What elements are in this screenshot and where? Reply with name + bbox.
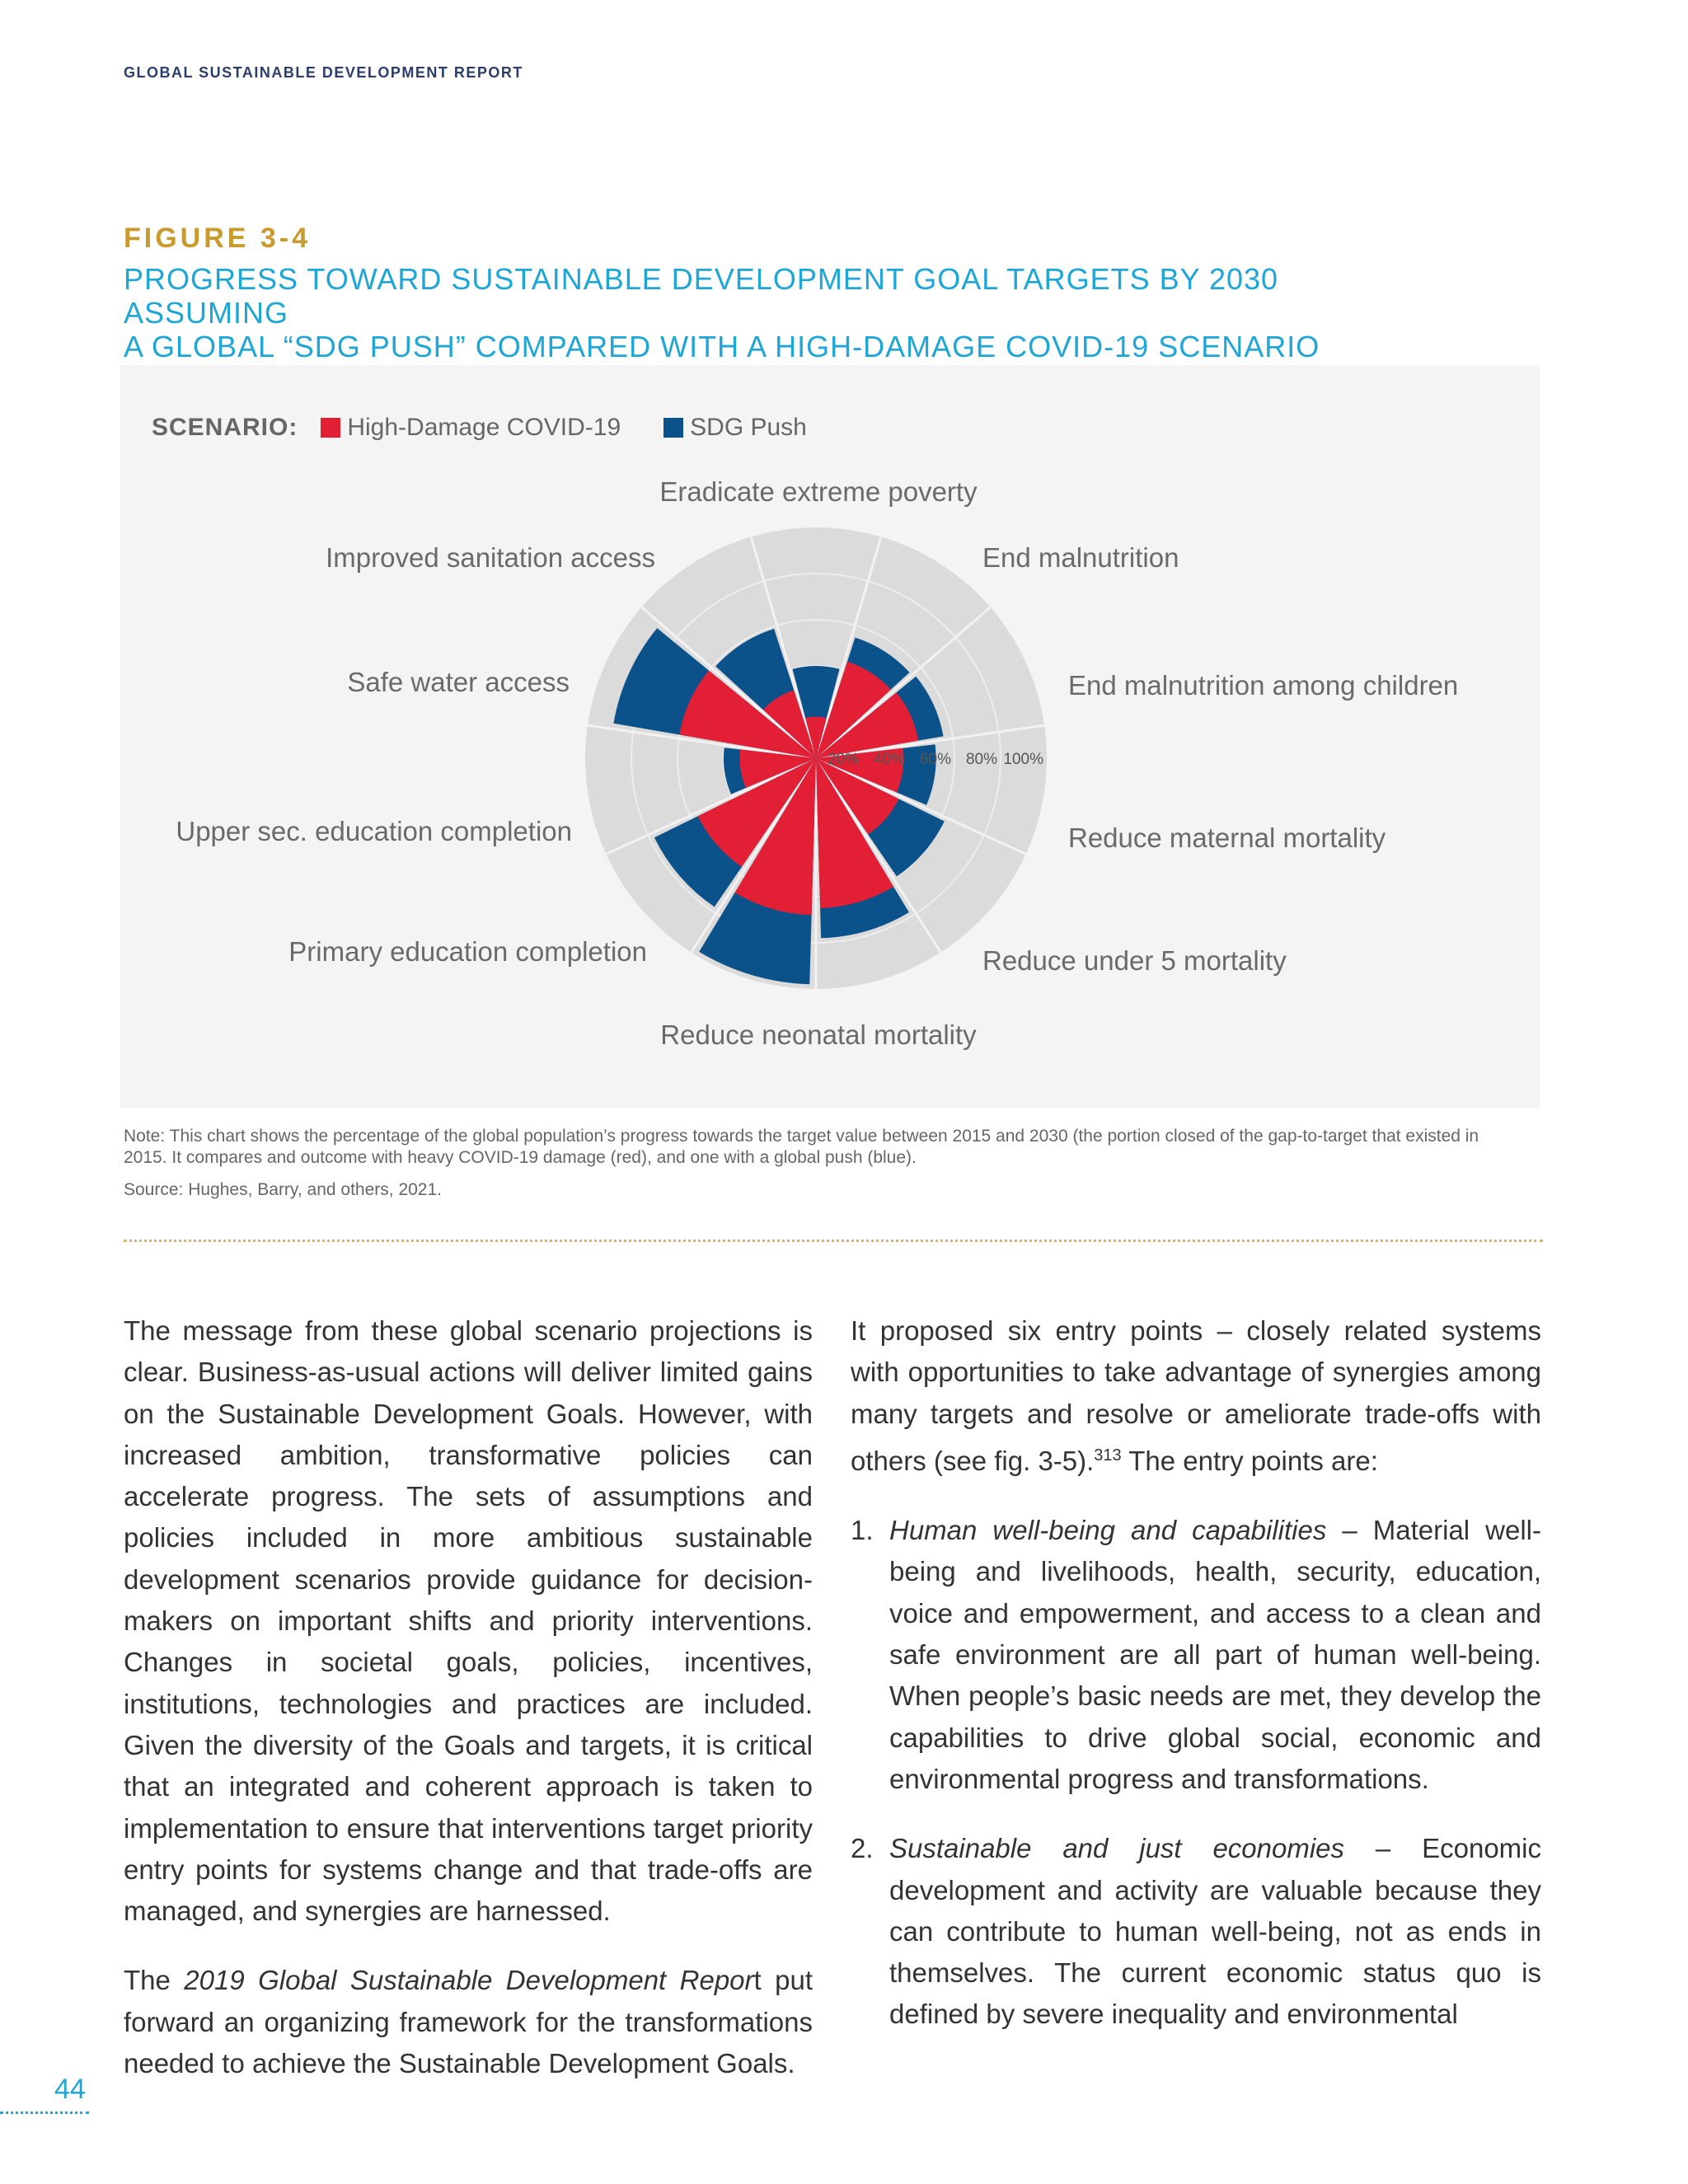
category-label: Primary education completion — [288, 936, 647, 967]
page-number-divider — [0, 2111, 89, 2114]
body-paragraph: The message from these global scenario projections is clear. Business-as-usual actions will deliver limited gains on the Sustainable Development Goals. However, with increased ambition, transformative policies can accelerate progress. The sets of assumptions and policies included in more ambitious sustainable development scenarios provide guidance for decision-makers on important shifts and priority interventions. Changes in societal goals, policies, incentives, institutions, technologies and practices are included. Given the diversity of the Goals and targets, it is critical that an integrated and coherent approach is taken to implementation to ensure that interventions target priority entry points for systems change and that trade-offs are managed, and synergies are harnessed. — [124, 1315, 813, 1927]
list-item — [851, 1828, 1541, 2035]
body-column-right — [851, 1310, 1541, 2036]
list-term-italic: Human well-being and capabilities — [889, 1515, 1327, 1546]
list-text — [889, 1510, 1541, 1800]
body-column-left — [124, 1310, 813, 2084]
category-label: Reduce maternal mortality — [1068, 823, 1386, 853]
section-divider — [124, 1240, 1543, 1242]
list-item — [851, 1510, 1541, 1800]
text-run: t put forward an organizing framework for the transformations needed to achieve the Sustainable Development Goals. — [124, 1965, 813, 2079]
list-text — [889, 1828, 1541, 2035]
text-run: – Material well-being and livelihoods, health, security, education, voice and empowerment, and access to a clean and safe environment are all part of human well-being. When people’s basic needs are met, they develop the capabilities to drive global social, economic and environmental progress and transformations. — [889, 1515, 1541, 1794]
category-label: Eradicate extreme poverty — [659, 476, 978, 507]
category-label: Reduce under 5 mortality — [982, 945, 1287, 976]
category-label: Improved sanitation access — [326, 542, 655, 573]
category-label: Upper sec. education completion — [176, 816, 572, 846]
list-number: 2. — [851, 1833, 874, 1864]
list-number: 1. — [851, 1515, 874, 1546]
text-run: The entry points are: — [1121, 1445, 1378, 1476]
text-run: The — [124, 1965, 185, 1996]
figure-source: Source: Hughes, Barry, and others, 2021. — [124, 1180, 442, 1199]
category-label: Safe water access — [347, 667, 570, 697]
figure-label: FIGURE 3-4 — [124, 223, 312, 254]
radial-tick-label: 80% — [965, 751, 997, 768]
category-label: Reduce neonatal mortality — [660, 1019, 977, 1050]
page-number: 44 — [54, 2074, 86, 2105]
category-label: End malnutrition — [982, 542, 1179, 573]
legend-label-covid: High-Damage COVID-19 — [347, 414, 621, 441]
list-term-italic: Sustainable and just economies — [889, 1833, 1345, 1864]
radial-tick-label: 40% — [873, 751, 905, 768]
figure-title-line-1: PROGRESS TOWARD SUSTAINABLE DEVELOPMENT GOAL TARGETS BY 2030 ASSUMING — [124, 262, 1279, 330]
figure-note: Note: This chart shows the percentage of the global population’s progress towards the target value between 2015 and 2030 (the portion closed of the gap-to-target that existed in 2015. It compares and outcome with heavy COVID-19 damage (red), and one with a global push (blue). — [124, 1127, 1479, 1167]
body-paragraph — [851, 1310, 1541, 1482]
radial-tick-label: 60% — [919, 751, 951, 768]
figure-title-line-2: A GLOBAL “SDG PUSH” COMPARED WITH A HIGH-DAMAGE COVID-19 SCENARIO — [124, 330, 1320, 363]
radial-tick-label: 20% — [827, 751, 859, 768]
legend-title: SCENARIO: — [152, 414, 298, 441]
radial-tick-label: 100% — [1003, 751, 1043, 768]
category-label: End malnutrition among children — [1068, 670, 1459, 701]
legend-label-push: SDG Push — [690, 414, 807, 441]
report-title-italic: 2019 Global Sustainable Development Repor — [184, 1965, 754, 1996]
text-run: – Economic development and activity are valuable because they can contribute to human well-being, not as ends in themselves. The current economic status quo is defined by severe inequality and environmental — [889, 1833, 1541, 2030]
body-paragraph — [124, 1960, 813, 2084]
text-run: It proposed six entry points – closely related systems with opportunities to take advantage of synergies among many targets and resolve or ameliorate trade-offs with others (see fig. 3-5). — [851, 1315, 1541, 1476]
footnote-ref: 313 — [1094, 1446, 1122, 1465]
running-header: GLOBAL SUSTAINABLE DEVELOPMENT REPORT — [124, 64, 523, 81]
